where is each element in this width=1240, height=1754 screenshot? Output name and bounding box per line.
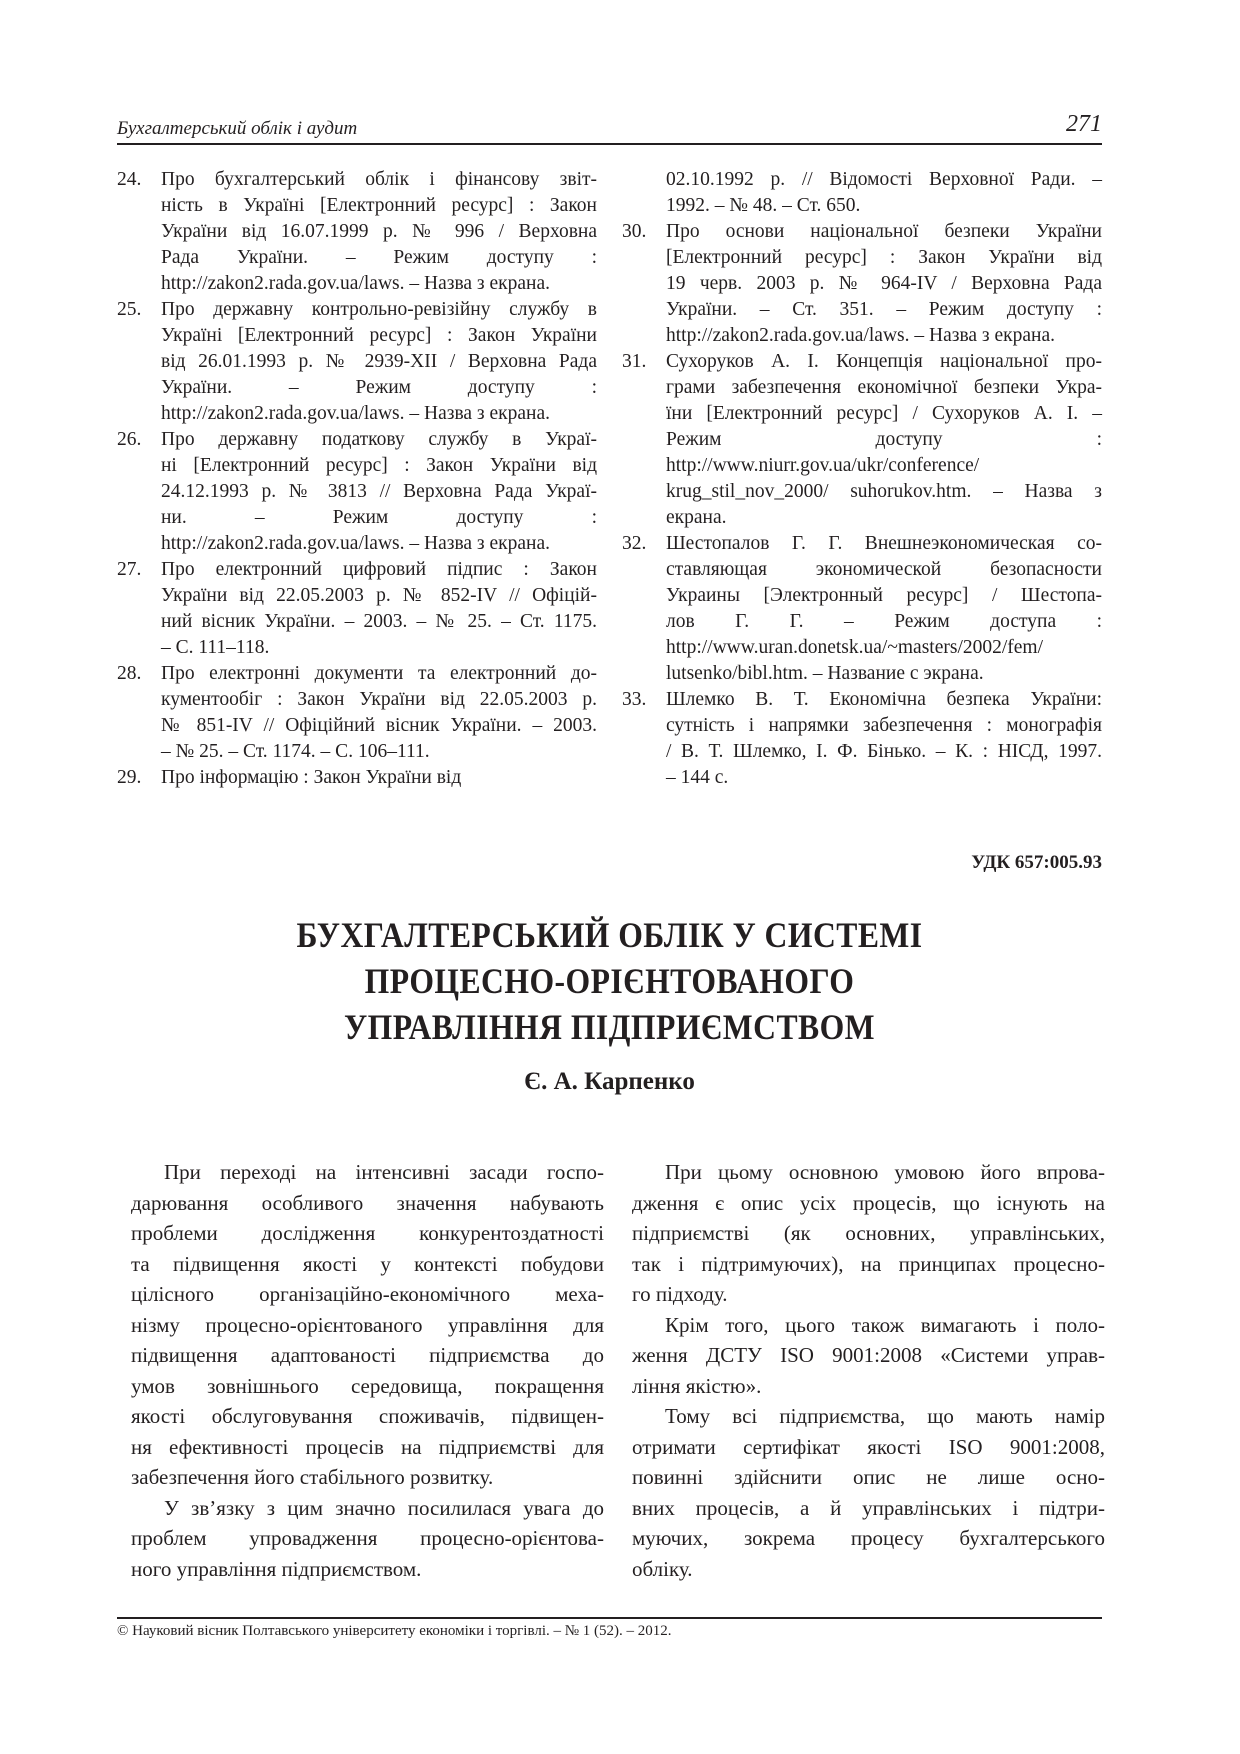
copyright-footer: © Науковий вісник Полтавського університету економіки і торгівлі. – № 1 (52). – 2012. xyxy=(117,1623,672,1639)
reference-text-line: ність в Україні [Електронний ресурс] : Закон xyxy=(161,195,597,216)
reference-text-line: Про електронний цифровий підпис : Закон xyxy=(161,559,597,580)
reference-text-line: екрана. xyxy=(666,507,727,528)
page-number: 271 xyxy=(1066,111,1102,137)
paragraph-line: дарювання особливого значення набувають xyxy=(131,1190,604,1215)
reference-text-line: – № 25. – Ст. 1174. – С. 106–111. xyxy=(161,741,430,762)
reference-text-line: грами забезпечення економічної безпеки Укра- xyxy=(666,377,1102,398)
paragraph-line: цілісного організаційно-економічного меха- xyxy=(131,1282,604,1306)
reference-text-line: ни. – Режим доступу : xyxy=(161,507,597,528)
reference-item xyxy=(622,349,1102,531)
reference-text-line: / В. Т. Шлемко, І. Ф. Бінько. – К. : НІСД, 1997. xyxy=(666,741,1102,762)
paragraph-line: Крім того, цього також вимагають і поло- xyxy=(665,1312,1105,1337)
reference-text-line: Шестопалов Г. Г. Внешнеэкономическая со- xyxy=(666,533,1102,554)
paragraph-line: та підвищення якості у контексті побудови xyxy=(131,1251,604,1276)
reference-number: 32. xyxy=(622,533,647,554)
reference-item xyxy=(622,687,1102,791)
reference-number: 25. xyxy=(117,299,142,320)
reference-text-line: ний вісник України. – 2003. – № 25. – Ст. 1175. xyxy=(161,611,597,632)
reference-item xyxy=(622,531,1102,687)
reference-text-line: України від 22.05.2003 р. № 852-IV // Офіцій- xyxy=(161,585,597,606)
paragraph-line: отримати сертифікат якості ISO 9001:2008, xyxy=(632,1434,1105,1459)
reference-text-line: Про електронні документи та електронний до- xyxy=(161,663,597,684)
article-author: Є. А. Карпенко xyxy=(524,1068,695,1095)
reference-text-line: 1992. – № 48. – Ст. 650. xyxy=(666,195,861,216)
reference-text-line: від 26.01.1993 р. № 2939-XII / Верховна Рада xyxy=(161,351,597,372)
paragraph-line: При цьому основною умовою його впрова- xyxy=(665,1160,1105,1184)
reference-text-line: http://zakon2.rada.gov.ua/laws. – Назва з екрана. xyxy=(161,273,551,294)
paragraph-line: ління якістю». xyxy=(632,1373,762,1398)
paragraph-line: обліку. xyxy=(632,1556,693,1581)
reference-text-line: Про бухгалтерський облік і фінансову звіт- xyxy=(161,169,597,190)
paragraph-line: го підходу. xyxy=(632,1282,728,1306)
reference-text-line: Рада України. – Режим доступу : xyxy=(161,247,597,268)
reference-number: 33. xyxy=(622,689,647,710)
reference-number: 24. xyxy=(117,169,142,190)
body-paragraph xyxy=(131,1157,604,1493)
body-column-right xyxy=(632,1157,1105,1584)
paragraph-line: дження є опис усіх процесів, що існують на xyxy=(632,1190,1105,1215)
body-paragraph xyxy=(131,1493,604,1585)
reference-text-line: Про державну контрольно-ревізійну службу в xyxy=(161,299,597,320)
journal-section-title: Бухгалтерський облік і аудит xyxy=(117,118,358,139)
paragraph-line: У зв’язку з цим значно посилилася увага до xyxy=(164,1495,604,1520)
reference-text-line: lutsenko/bibl.htm. – Название с экрана. xyxy=(666,663,984,684)
reference-text-line: України від 16.07.1999 р. № 996 / Верховна xyxy=(161,221,597,242)
reference-item xyxy=(622,219,1102,349)
reference-text-line: кументообіг : Закон України від 22.05.2003 р. xyxy=(161,689,597,710)
reference-item xyxy=(622,167,1102,219)
reference-text-line: – 144 с. xyxy=(666,767,729,788)
running-head xyxy=(117,111,1102,145)
paragraph-line: підвищення адаптованості підприємства до xyxy=(131,1343,604,1367)
reference-number: 26. xyxy=(117,429,142,450)
title-line: УПРАВЛІННЯ ПІДПРИЄМСТВОМ xyxy=(343,1007,876,1047)
reference-text-line: України. – Ст. 351. – Режим доступу : xyxy=(666,299,1102,320)
reference-text-line: http://www.niurr.gov.ua/ukr/conference/ xyxy=(666,455,980,476)
paragraph-line: При переході на інтенсивні засади госпо- xyxy=(164,1160,604,1184)
reference-text-line: Про державну податкову службу в Украї- xyxy=(161,429,597,450)
body-column-left xyxy=(131,1157,604,1584)
reference-text-line: сутність і напрямки забезпечення : монографія xyxy=(666,715,1102,736)
body-paragraph xyxy=(632,1157,1105,1310)
paragraph-line: муючих, зокрема процесу бухгалтерського xyxy=(632,1526,1105,1550)
paragraph-line: вних процесів, а й управлінських і підтри- xyxy=(632,1495,1105,1520)
reference-text-line: ні [Електронний ресурс] : Закон України від xyxy=(161,455,597,476)
title-line: ПРОЦЕСНО-ОРІЄНТОВАНОГО xyxy=(364,961,855,1001)
reference-text-line: http://zakon2.rada.gov.ua/laws. – Назва з екрана. xyxy=(161,533,551,554)
reference-number: 30. xyxy=(622,221,647,242)
reference-text-line: http://zakon2.rada.gov.ua/laws. – Назва з екрана. xyxy=(666,325,1056,346)
reference-number: 27. xyxy=(117,559,142,580)
paragraph-line: так і підтримуючих), на принципах процесно- xyxy=(632,1251,1105,1276)
reference-text-line: 19 черв. 2003 р. № 964-IV / Верховна Рада xyxy=(666,273,1102,294)
paragraph-line: Тому всі підприємства, що мають намір xyxy=(665,1404,1105,1428)
reference-text-line: http://www.uran.donetsk.ua/~masters/2002/fem/ xyxy=(666,637,1044,658)
reference-text-line: http://zakon2.rada.gov.ua/laws. – Назва з екрана. xyxy=(161,403,551,424)
footer-divider xyxy=(117,1617,1102,1619)
reference-item xyxy=(117,297,597,427)
udc-code: УДК 657:005.93 xyxy=(971,852,1102,873)
reference-column-right xyxy=(622,167,1102,791)
reference-number: 31. xyxy=(622,351,647,372)
reference-text-line: 24.12.1993 р. № 3813 // Верховна Рада Украї- xyxy=(161,481,597,502)
body-paragraph xyxy=(632,1401,1105,1584)
reference-text-line: Шлемко В. Т. Економічна безпека України: xyxy=(666,689,1102,710)
paragraph-line: забезпечення його стабільного розвитку. xyxy=(131,1465,494,1489)
reference-text-line: їни [Електронний ресурс] / Сухоруков А. І. – xyxy=(666,403,1102,424)
reference-text-line: лов Г. Г. – Режим доступа : xyxy=(666,611,1102,632)
reference-text-line: – С. 111–118. xyxy=(161,637,270,658)
reference-item xyxy=(117,167,597,297)
paragraph-line: проблем упровадження процесно-орієнтова- xyxy=(131,1526,604,1550)
reference-item xyxy=(117,557,597,661)
paragraph-line: ження ДСТУ ISO 9001:2008 «Системи управ- xyxy=(632,1343,1105,1367)
reference-text-line: Про інформацію : Закон України від xyxy=(161,767,462,788)
reference-text-line: Сухоруков А. І. Концепція національної про- xyxy=(666,351,1102,372)
body-paragraph xyxy=(632,1310,1105,1402)
paragraph-line: ного управління підприємством. xyxy=(131,1556,422,1581)
paragraph-line: якості обслуговування споживачів, підвищен- xyxy=(131,1404,604,1428)
article-title xyxy=(176,912,1043,1050)
paragraph-line: умов зовнішнього середовища, покращення xyxy=(131,1373,604,1398)
reference-text-line: Украины [Электронный ресурс] / Шестопа- xyxy=(666,585,1102,606)
reference-item xyxy=(117,765,597,791)
reference-item xyxy=(117,427,597,557)
reference-number: 29. xyxy=(117,767,142,788)
reference-text-line: Україні [Електронний ресурс] : Закон України xyxy=(161,325,597,346)
reference-number: 28. xyxy=(117,663,142,684)
paragraph-line: нізму процесно-орієнтованого управління для xyxy=(131,1312,604,1337)
reference-item xyxy=(117,661,597,765)
reference-text-line: 02.10.1992 р. // Відомості Верховної Ради. – xyxy=(666,169,1102,190)
reference-text-line: [Електронний ресурс] : Закон України від xyxy=(666,247,1102,268)
reference-text-line: ставляющая экономической безопасности xyxy=(666,559,1102,580)
reference-text-line: України. – Режим доступу : xyxy=(161,377,597,398)
reference-text-line: Про основи національної безпеки України xyxy=(666,221,1102,242)
reference-text-line: № 851-IV // Офіційний вісник України. – 2003. xyxy=(161,715,597,736)
title-line: БУХГАЛТЕРСЬКИЙ ОБЛІК У СИСТЕМІ xyxy=(296,915,923,955)
reference-text-line: krug_stil_nov_2000/ suhorukov.htm. – Назва з xyxy=(666,481,1102,502)
reference-text-line: Режим доступу : xyxy=(666,429,1102,450)
reference-column-left xyxy=(117,167,597,791)
paragraph-line: ня ефективності процесів на підприємстві для xyxy=(131,1434,604,1459)
paragraph-line: підприємстві (як основних, управлінських, xyxy=(632,1221,1105,1245)
paragraph-line: повинні здійснити опис не лише осно- xyxy=(632,1465,1105,1489)
paragraph-line: проблеми дослідження конкурентоздатності xyxy=(131,1221,604,1245)
